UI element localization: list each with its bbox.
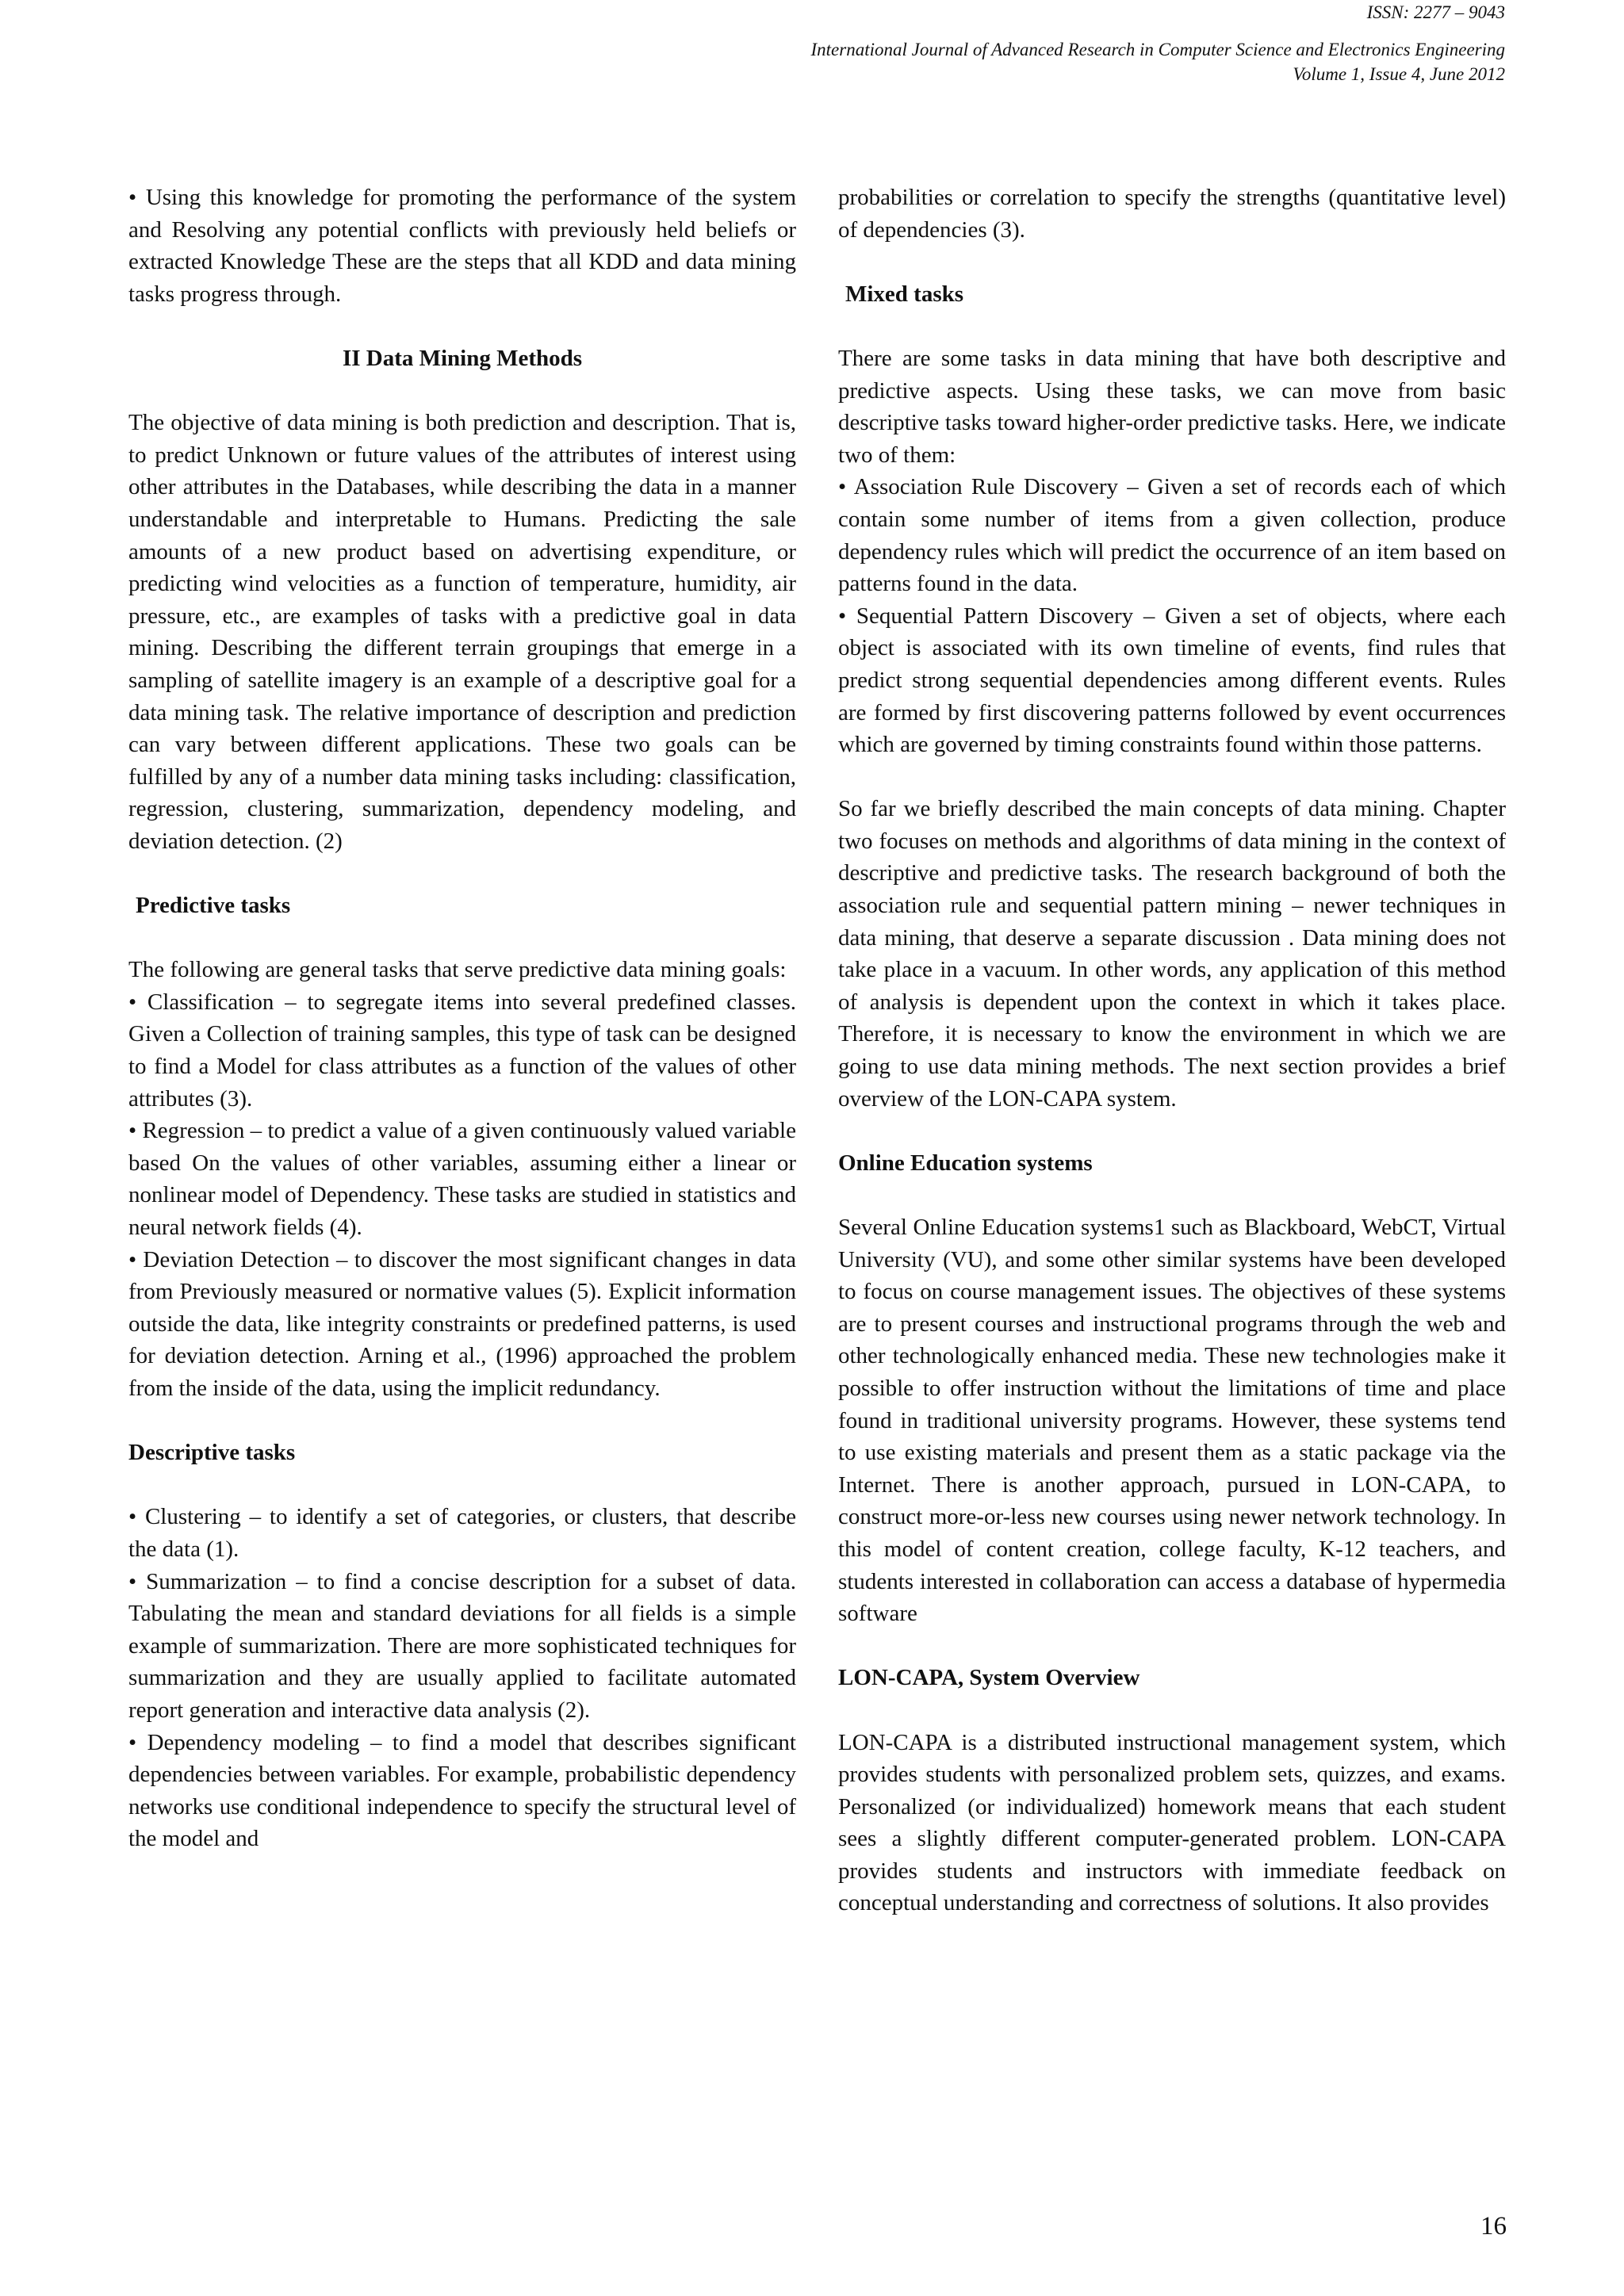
continuation-paragraph: probabilities or correlation to specify the strengths (quantitative level) of dependencies (3). [838, 185, 1506, 243]
left-column [128, 182, 796, 1855]
online-education-heading: Online Education systems [838, 1150, 1093, 1176]
descriptive-item-clustering: • Clustering – to identify a set of categories, or clusters, that describe the data (1). [128, 1504, 796, 1562]
issn-line: ISSN: 2277 – 9043 [1366, 2, 1505, 22]
descriptive-item-summarization: • Summarization – to find a concise description for a subset of data. Tabulating the mean and standard deviations for all fields is a simple example of summarization. There are more sophisticated techniques for summarization and they are usually applied to facilitate automated report generation and interactive data analysis (2). [128, 1568, 796, 1723]
page-number: 16 [1480, 2212, 1507, 2241]
mixed-item-association-rule: • Association Rule Discovery – Given a set of records each of which contain some number of items from a given collection, produce dependency rules which will predict the occurrence of an item based on patterns found in the data. [838, 474, 1506, 597]
predictive-item-deviation-detection: • Deviation Detection – to discover the most significant changes in data from Previously measured or normative values (5). Explicit information outside the data, like integrity constraints or predefined patterns, is used for deviation detection. Arning et al., (1996) approached the problem from the inside of the data, using the implicit redundancy. [128, 1246, 796, 1401]
journal-title: International Journal of Advanced Research in Computer Science and Electronics Engineering [810, 40, 1505, 59]
right-column [838, 182, 1506, 1919]
loncapa-heading: LON-CAPA, System Overview [838, 1665, 1140, 1691]
predictive-intro: The following are general tasks that serve predictive data mining goals: [128, 957, 787, 983]
descriptive-tasks-heading: Descriptive tasks [128, 1440, 296, 1466]
mixed-tasks-heading: Mixed tasks [845, 281, 964, 307]
summary-paragraph: So far we briefly described the main concepts of data mining. Chapter two focuses on methods and algorithms of data mining in the context of descriptive and predictive tasks. The research background of both the association rule and sequential pattern mining – newer techniques in data mining, that deserve a separate discussion . Data mining does not take place in a vacuum. In other words, any application of this method of analysis is dependent upon the context in which it takes place. Therefore, it is necessary to know the environment in which we are going to use data mining methods. The next section provides a brief overview of the LON-CAPA system. [838, 796, 1506, 1112]
predictive-item-regression: • Regression – to predict a value of a given continuously valued variable based On the values of other variables, assuming either a linear or nonlinear model of Dependency. These tasks are studied in statistics and neural network fields (4). [128, 1118, 796, 1240]
mixed-intro: There are some tasks in data mining that have both descriptive and predictive aspects. Using these tasks, we can move from basic descriptive tasks toward higher-order predictive tasks. Here, we indicate two of them: [838, 345, 1506, 468]
section-heading-data-mining-methods: II Data Mining Methods [342, 345, 583, 371]
online-education-paragraph: Several Online Education systems1 such as Blackboard, WebCT, Virtual University (VU), and some other similar systems have been developed to focus on course management issues. The objectives of these systems are to present courses and instructional programs through the web and other technologically enhanced media. These new technologies make it possible to offer instruction without the limitations of time and place found in traditional university programs. However, these systems tend to use existing materials and present them as a static package via the Internet. There is another approach, pursued in LON-CAPA, to construct more-or-less new courses using newer network technology. In this model of content creation, college faculty, K-12 teachers, and students interested in collaboration can access a database of hypermedia software [838, 1215, 1506, 1627]
mixed-item-sequential-pattern: • Sequential Pattern Discovery – Given a set of objects, where each object is associated with its own timeline of events, find rules that predict strong sequential dependencies among different events. Rules are formed by first discovering patterns followed by event occurrences which are governed by timing constraints found within those patterns. [838, 603, 1506, 758]
methods-paragraph: The objective of data mining is both prediction and description. That is, to predict Unknown or future values of the attributes of interest using other attributes in the Databases, while describing the data in a manner understandable and interpretable to Humans. Predicting the sale amounts of a new product based on advertising expenditure, or predicting wind velocities as a function of temperature, humidity, air pressure, etc., are examples of tasks with a predictive goal in data mining. Describing the different terrain groupings that emerge in a sampling of satellite imagery is an example of a descriptive goal for a data mining task. The relative importance of description and prediction can vary between different applications. These two goals can be fulfilled by any of a number data mining tasks including: classification, regression, clustering, summarization, dependency modeling, and deviation detection. (2) [128, 410, 796, 854]
loncapa-paragraph: LON-CAPA is a distributed instructional management system, which provides students with personalized problem sets, quizzes, and exams. Personalized (or individualized) homework means that each student sees a slightly different computer-generated problem. LON-CAPA provides students and instructors with immediate feedback on conceptual understanding and correctness of solutions. It also provides [838, 1729, 1506, 1916]
intro-bullet: • Using this knowledge for promoting the performance of the system and Resolving any potential conflicts with previously held beliefs or extracted Knowledge These are the steps that all KDD and data mining tasks progress through. [128, 185, 796, 307]
volume-line: Volume 1, Issue 4, June 2012 [1293, 64, 1505, 84]
predictive-item-classification: • Classification – to segregate items into several predefined classes. Given a Collection of training samples, this type of task can be designed to find a Model for class attributes as a function of the values of other attributes (3). [128, 989, 796, 1112]
predictive-tasks-heading: Predictive tasks [136, 893, 291, 919]
descriptive-item-dependency-modeling: • Dependency modeling – to find a model that describes significant dependencies between variables. For example, probabilistic dependency networks use conditional independence to specify the structural level of the model and [128, 1729, 796, 1852]
